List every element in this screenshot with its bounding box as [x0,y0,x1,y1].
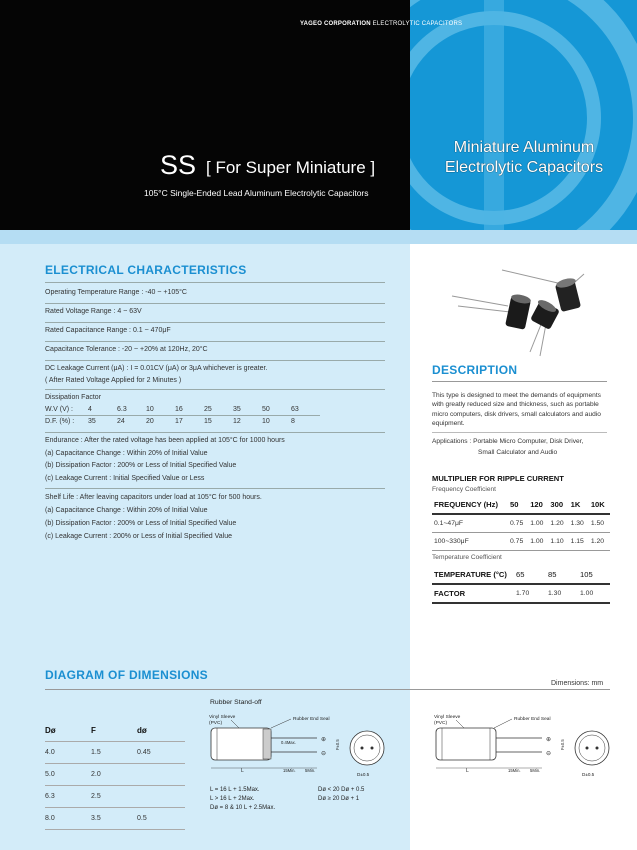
df-cell: 24 [117,417,125,425]
temperature-header-cell: 65 [514,566,546,584]
shelf-life-line: (a) Capacitance Change : Within 20% of Initial Value [45,507,208,514]
length-formulas [210,786,275,813]
temperature-factor-cell: FACTOR [432,584,514,603]
dimensions-header-cell: F [91,720,137,742]
ripple-cell: 1.20 [548,514,568,533]
electrical-top-rule [45,282,385,283]
dimensions-cell: 1.5 [91,742,137,764]
dim-f05-label: F±0.5 [335,739,340,750]
temperature-table [432,566,610,604]
ripple-cell: 100~330μF [432,533,508,551]
ripple-header-cell: 300 [548,496,568,514]
separator-band [0,230,637,244]
rubber-end-seal-label: Rubber End Seal [293,717,330,722]
dim-L-label-2: L [466,768,469,774]
temperature-header-cell: 105 [578,566,610,584]
dimensions-row [45,808,185,830]
ripple-header-cell: FREQUENCY (Hz) [432,496,508,514]
dimensions-cell [137,764,185,786]
spec-row-voltage: Rated Voltage Range : 4 ~ 63V [45,308,385,323]
product-title-line2: Electrolytic Capacitors [444,159,604,176]
dimensions-row [45,764,185,786]
description-rule-2 [432,432,607,433]
temperature-header-row [432,566,610,584]
svg-text:⊖: ⊖ [321,751,327,757]
ripple-header-row [432,496,610,514]
series-code: SS [160,150,197,180]
temperature-header-cell: TEMPERATURE (°C) [432,566,514,584]
series-subtitle: 105°C Single-Ended Lead Aluminum Electrolytic Capacitors [144,188,369,198]
temperature-factor-cell: 1.30 [546,584,578,603]
dim-04max-label: 0.4Max. [281,740,296,745]
shelf-life-line: (c) Leakage Current : 200% or Less of Initial Specified Value [45,533,233,540]
ripple-cell: 1.50 [589,514,610,533]
series-name: [ For Super Miniature ] [206,158,376,177]
product-title [424,138,624,178]
dimensions-table [45,720,185,830]
endurance-line: (b) Dissipation Factor : 200% or Less of Initial Specified Value [45,462,237,469]
dim-f05-label-2: F±0.5 [560,739,565,750]
pvc-label: (PVC) [209,721,223,726]
dimensions-cell: 8.0 [45,808,91,830]
df-cell: 25 [204,405,212,413]
header-corporation [300,21,462,27]
ripple-header-cell: 50 [508,496,528,514]
dimensions-row [45,786,185,808]
dimensions-rule [45,689,610,690]
ripple-title: MULTIPLIER FOR RIPPLE CURRENT [432,474,564,483]
svg-text:⊖: ⊖ [546,751,552,757]
df-voltage-row [45,404,320,416]
header-ring-graphic [410,0,637,230]
description-rule [432,381,607,382]
df-cell: W.V (V) : [45,405,73,413]
dimensions-cell: 2.0 [91,764,137,786]
product-title-line1: Miniature Aluminum [453,139,595,156]
svg-text:⊕: ⊕ [321,737,327,743]
dimensions-cell: 3.5 [91,808,137,830]
spec-row-endurance [45,435,385,489]
dim-15min-label: 15Min. [283,768,296,773]
ripple-cell: 0.1~47μF [432,514,508,533]
capacitor-diagram-standard [430,708,620,778]
category-name: ELECTROLYTIC CAPACITORS [372,21,463,27]
vinyl-sleeve-label: Vinyl Sleeve [209,715,236,720]
ripple-cell: 1.10 [548,533,568,551]
applications-line2: Small Calculator and Audio [478,449,558,456]
rubber-end-seal-label-2: Rubber End Seal [514,717,551,722]
dimensions-units: Dimensions: mm [551,680,604,687]
shelf-life-line: Shelf Life : After leaving capacitors under load at 105°C for 500 hours. [45,494,262,501]
temperature-factor-cell: 1.00 [578,584,610,603]
corporation-name: YAGEO CORPORATION [300,21,371,27]
dimensions-cell: 4.0 [45,742,91,764]
dimensions-cell: 0.45 [137,742,185,764]
temperature-subtitle: Temperature Coefficient [432,554,502,561]
endurance-line: Endurance : After the rated voltage has been applied at 105°C for 1000 hours [45,437,285,444]
shelf-life-line: (b) Dissipation Factor : 200% or Less of Initial Specified Value [45,520,237,527]
spec-row-shelf-life [45,491,385,543]
header-blue-panel [410,0,637,230]
spec-row-capacitance: Rated Capacitance Range : 0.1 ~ 470μF [45,327,385,342]
applications-block [432,436,583,458]
df-value-row [45,415,320,427]
dim-5min-label-2: 5Min. [530,768,541,773]
dim-L-label: L [241,768,244,774]
diagram-label: Rubber Stand-off [210,699,262,706]
ripple-header-cell: 1K [569,496,589,514]
formula-line: L > 16 L + 2Max. [210,796,255,802]
capacitors-photo [450,268,590,358]
ripple-cell: 0.75 [508,533,528,551]
dimensions-cell: 6.3 [45,786,91,808]
description-text: This type is designed to meet the demands of equipments with greatly reduced size and thickness, such as portable micro computers, disk drivers, small calculators and audio equipment. [432,392,601,428]
formula-line: L = 16 L + 1.5Max. [210,787,260,793]
dimensions-header-row [45,720,185,742]
df-cell: 17 [175,417,183,425]
df-cell: 4 [88,405,92,413]
dimensions-header-cell: Dø [45,720,91,742]
dimensions-cell: 0.5 [137,808,185,830]
ripple-cell: 1.00 [528,533,548,551]
leakage-line2: ( After Rated Voltage Applied for 2 Minutes ) [45,376,182,384]
df-cell: 15 [204,417,212,425]
df-cell: 12 [233,417,241,425]
leakage-line1: DC Leakage Current (μA) : I = 0.01CV (μA) or 3μA whichever is greater. [45,365,268,372]
temperature-header-cell: 85 [546,566,578,584]
applications-line1: Portable Micro Computer, Disk Driver, [473,438,584,445]
description-title: DESCRIPTION [432,363,518,377]
df-cell: 16 [175,405,183,413]
dimensions-row [45,742,185,764]
electrical-title: ELECTRICAL CHARACTERISTICS [45,263,247,277]
endurance-line: (c) Leakage Current : Initial Specified Value or Less [45,474,205,482]
spec-row-tolerance: Capacitance Tolerance : -20 ~ +20% at 120Hz, 20°C [45,346,385,361]
spec-row-leakage [45,363,385,390]
diameter-formulas [318,786,364,804]
temperature-factor-cell: 1.70 [514,584,546,603]
ripple-header-cell: 120 [528,496,548,514]
dim-d05-label: D±0.5 [357,772,370,777]
dissipation-table [45,404,320,427]
vinyl-sleeve-label-2: Vinyl Sleeve [434,715,461,720]
ripple-cell: 1.20 [589,533,610,551]
applications-label: Applications : [432,438,472,445]
df-cell: 6.3 [117,405,127,413]
ripple-cell: 0.75 [508,514,528,533]
formula-line: Dø < 20 Dø + 0.5 [318,787,365,793]
dimensions-header-cell: dø [137,720,185,742]
df-cell: 10 [146,405,154,413]
dissipation-title: Dissipation Factor [45,394,102,401]
formula-line: Dø = 8 & 10 L + 2.5Max. [210,805,276,811]
dimensions-cell: 5.0 [45,764,91,786]
ripple-subtitle: Frequency Coefficient [432,486,497,493]
ripple-row [432,533,610,551]
ripple-cell: 1.30 [569,514,589,533]
df-cell: D.F. (%) : [45,417,75,425]
dimensions-title: DIAGRAM OF DIMENSIONS [45,668,208,682]
spec-row-temperature: Operating Temperature Range : -40 ~ +105°C [45,289,385,304]
dim-5min-label: 5Min. [305,768,316,773]
dimensions-cell [137,786,185,808]
df-cell: 50 [262,405,270,413]
temperature-factor-row [432,584,610,603]
dim-15min-label-2: 15Min. [508,768,521,773]
dim-d05-label-2: D±0.5 [582,772,595,777]
ripple-cell: 1.00 [528,514,548,533]
df-cell: 8 [291,417,295,425]
df-cell: 35 [233,405,241,413]
capacitor-diagram-standoff [205,708,405,778]
ripple-header-cell: 10K [589,496,610,514]
ripple-cell: 1.15 [569,533,589,551]
df-cell: 35 [88,417,96,425]
svg-text:⊕: ⊕ [546,737,552,743]
ripple-row [432,514,610,533]
dimensions-cell: 2.5 [91,786,137,808]
df-cell: 63 [291,405,299,413]
ripple-frequency-table [432,496,610,551]
df-cell: 20 [146,417,154,425]
spec-row-dissipation [45,392,385,433]
endurance-line: (a) Capacitance Change : Within 20% of Initial Value [45,449,208,457]
pvc-label-2: (PVC) [434,721,448,726]
df-cell: 10 [262,417,270,425]
formula-line: Dø ≥ 20 Dø + 1 [318,796,360,802]
